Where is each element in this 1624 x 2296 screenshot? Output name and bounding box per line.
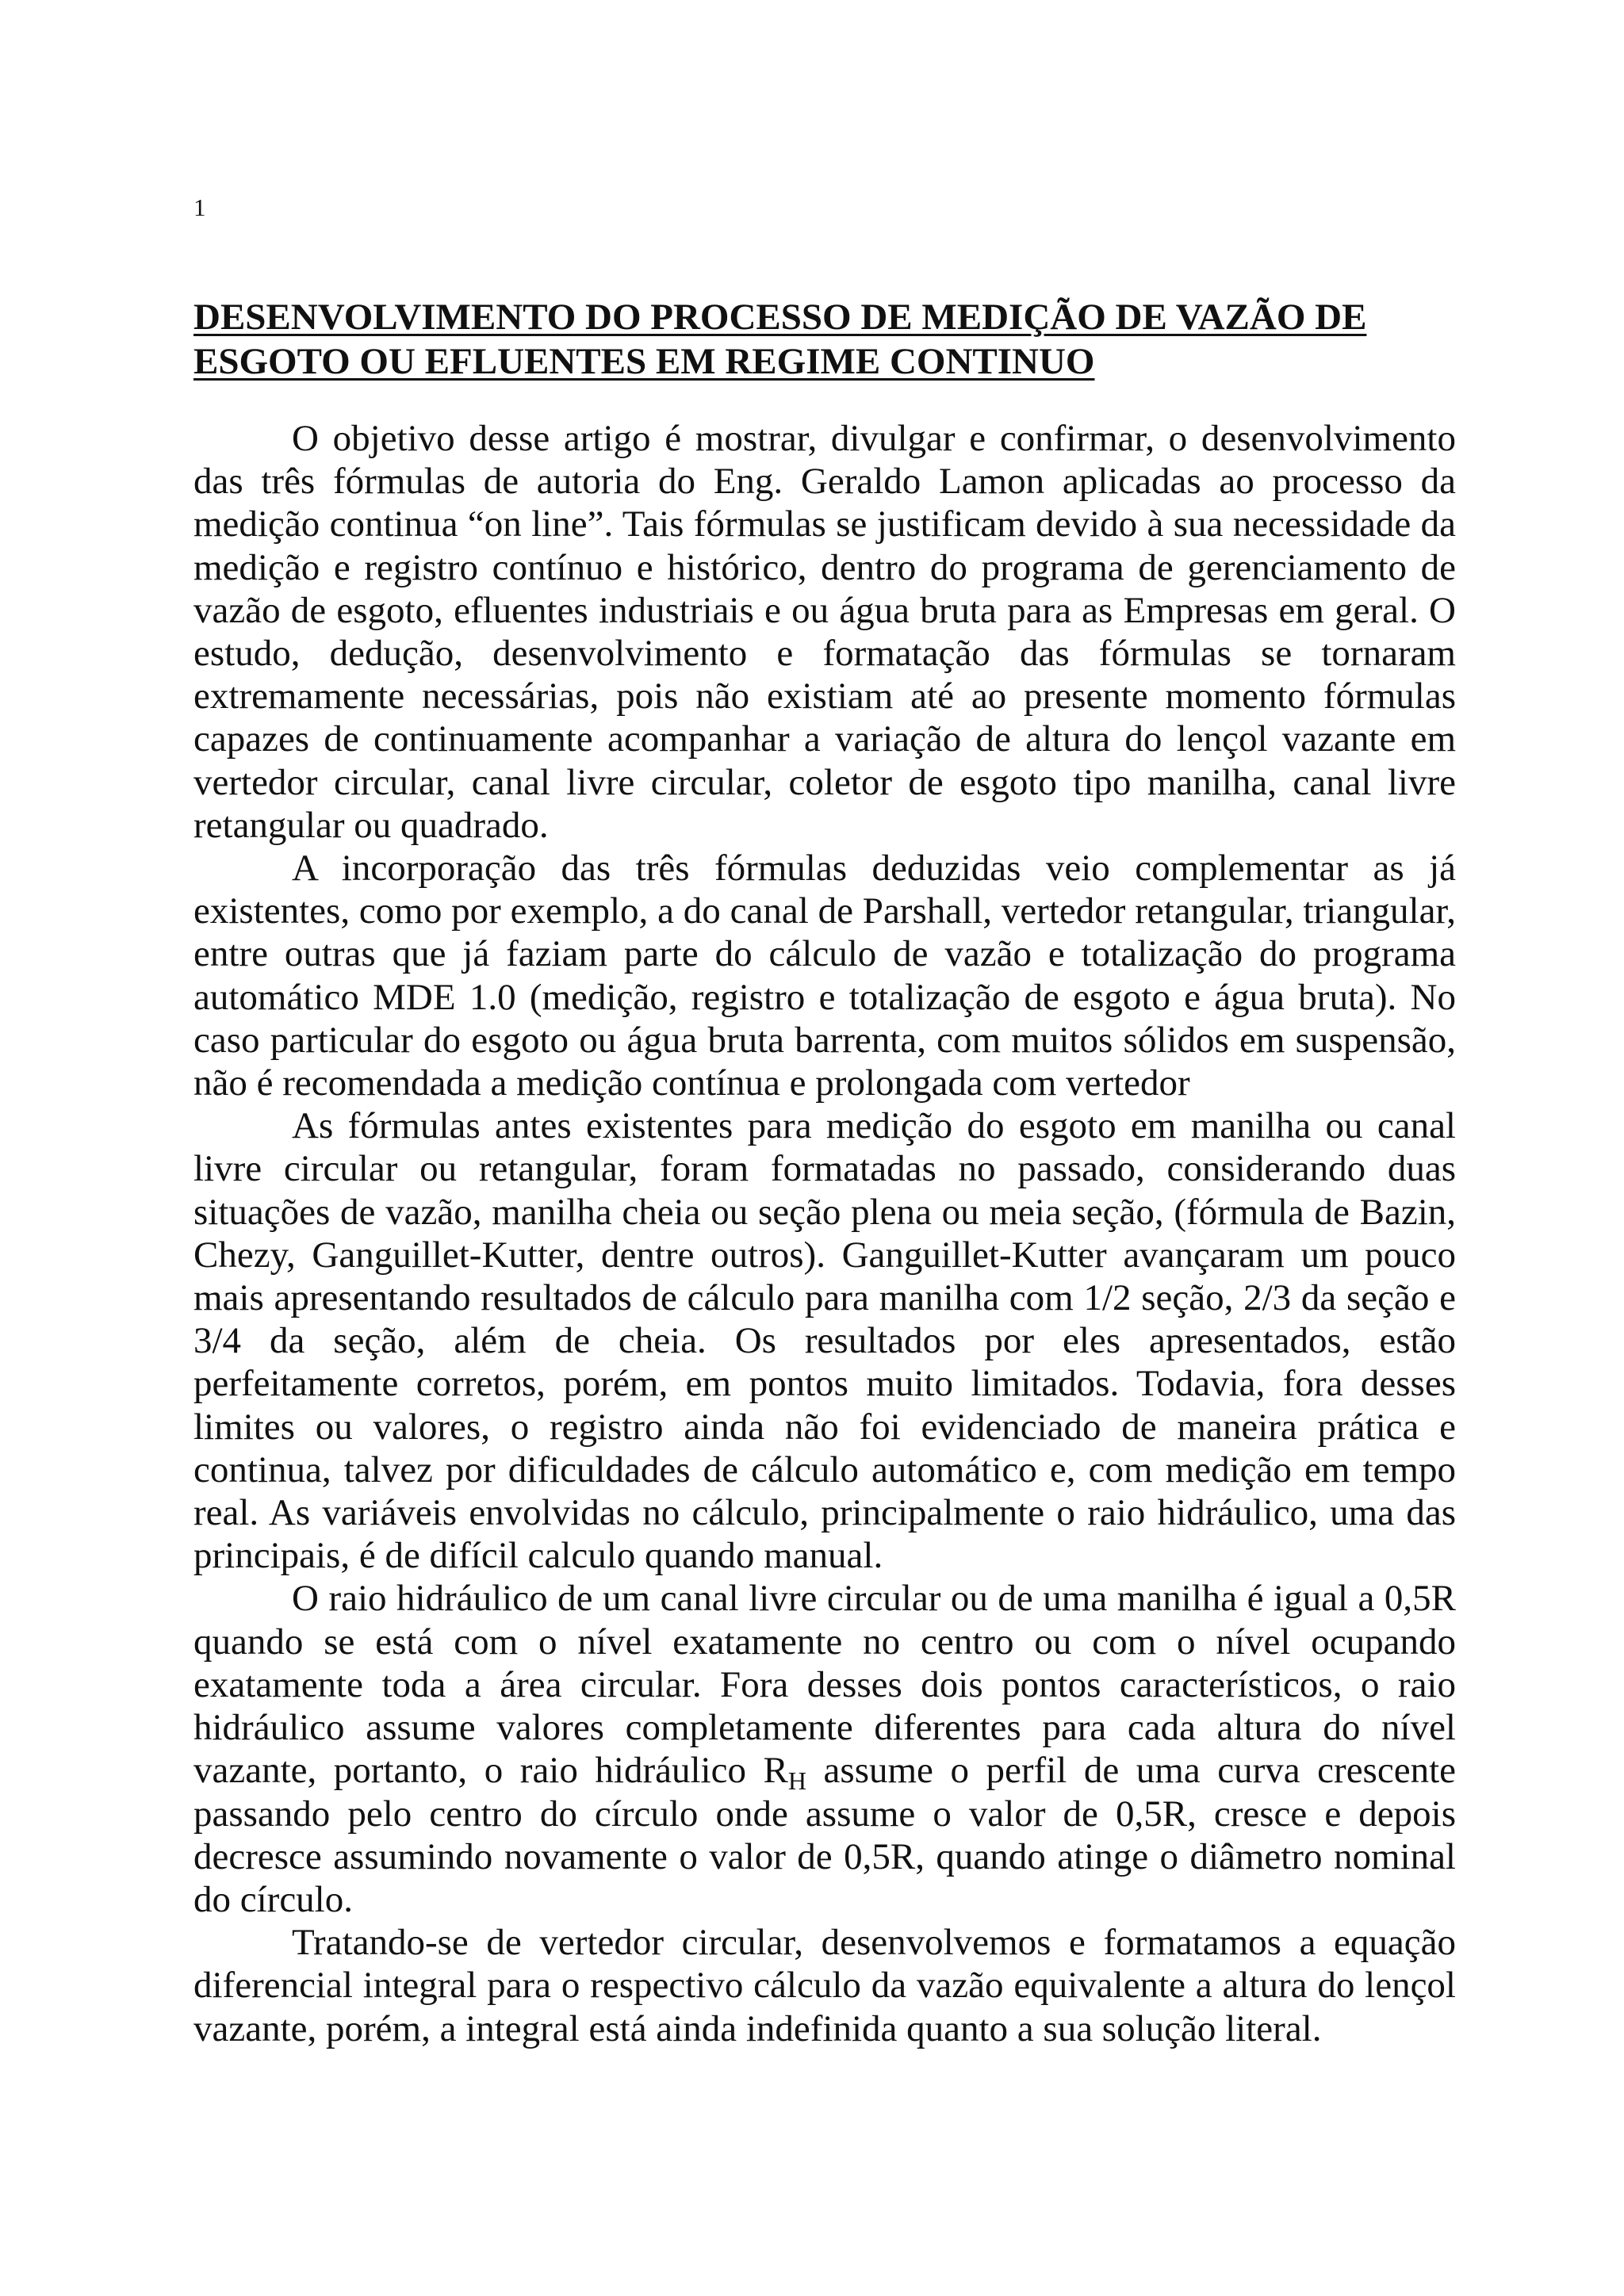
paragraph-circular-weir: Tratando-se de vertedor circular, desenvolvemos e formatamos a equação diferencial integral para o respectivo cálculo da vazão equivalente a altura do lençol vazante, porém, a integral está ainda indefinida quanto a sua solução literal. xyxy=(193,1922,1456,2049)
hydraulic-radius-text-end: assume o perfil de uma curva crescente passando pelo centro do círculo onde assume o valor de 0,5R, cresce e depois decresce assumindo novamente o valor de 0,5R, quando atinge o diâmetro nominal do círculo. xyxy=(193,1750,1456,1920)
document-title xyxy=(193,295,1469,384)
page-number: 1 xyxy=(193,193,206,221)
hydraulic-radius-text-start: O raio hidráulico de um canal livre circular ou de uma manilha é igual a 0,5R quando se está com o nível exatamente no centro ou com o nível ocupando exatamente toda a área circular. Fora desses dois pontos característicos, o raio hidráulico assume valores completamente diferentes para cada altura do nível vazante, portanto, o raio hidráulico R xyxy=(193,1578,1456,1792)
article-body xyxy=(193,417,1456,2050)
title-line-2: ESGOTO OU EFLUENTES EM REGIME CONTINUO xyxy=(193,341,1095,382)
title-line-1: DESENVOLVIMENTO DO PROCESSO DE MEDIÇÃO DE VAZÃO DE xyxy=(193,297,1367,338)
paragraph-incorporation: A incorporação das três fórmulas deduzidas veio complementar as já existentes, como por exemplo, a do canal de Parshall, vertedor retangular, triangular, entre outras que já faziam parte do cálculo de vazão e totalização do programa automático MDE 1.0 (medição, registro e totalização de esgoto e água bruta). No caso particular do esgoto ou água bruta barrenta, com muitos sólidos em suspensão, não é recomendada a medição contínua e prolongada com vertedor xyxy=(193,848,1456,1104)
paragraph-objective: O objetivo desse artigo é mostrar, divulgar e confirmar, o desenvolvimento das três fórmulas de autoria do Eng. Geraldo Lamon aplicadas ao processo da medição continua “on line”. Tais fórmulas se justificam devido à sua necessidade da medição e registro contínuo e histórico, dentro do programa de gerenciamento de vazão de esgoto, efluentes industriais e ou água bruta para as Empresas em geral. O estudo, dedução, desenvolvimento e formatação das fórmulas se tornaram extremamente necessárias, pois não existiam até ao presente momento fórmulas capazes de continuamente acompanhar a variação de altura do lençol vazante em vertedor circular, canal livre circular, coletor de esgoto tipo manilha, canal livre retangular ou quadrado. xyxy=(193,418,1456,846)
hydraulic-radius-subscript: H xyxy=(787,1766,806,1796)
paragraph-hydraulic-radius xyxy=(193,1577,1456,1921)
paragraph-existing-formulas: As fórmulas antes existentes para medição do esgoto em manilha ou canal livre circular ou retangular, foram formatadas no passado, considerando duas situações de vazão, manilha cheia ou seção plena ou meia seção, (fórmula de Bazin, Chezy, Ganguillet-Kutter, dentre outros). Ganguillet-Kutter avançaram um pouco mais apresentando resultados de cálculo para manilha com 1/2 seção, 2/3 da seção e 3/4 da seção, além de cheia. Os resultados por eles apresentados, estão perfeitamente corretos, porém, em pontos muito limitados. Todavia, fora desses limites ou valores, o registro ainda não foi evidenciado de maneira prática e continua, talvez por dificuldades de cálculo automático e, com medição em tempo real. As variáveis envolvidas no cálculo, principalmente o raio hidráulico, uma das principais, é de difícil calculo quando manual. xyxy=(193,1105,1456,1577)
